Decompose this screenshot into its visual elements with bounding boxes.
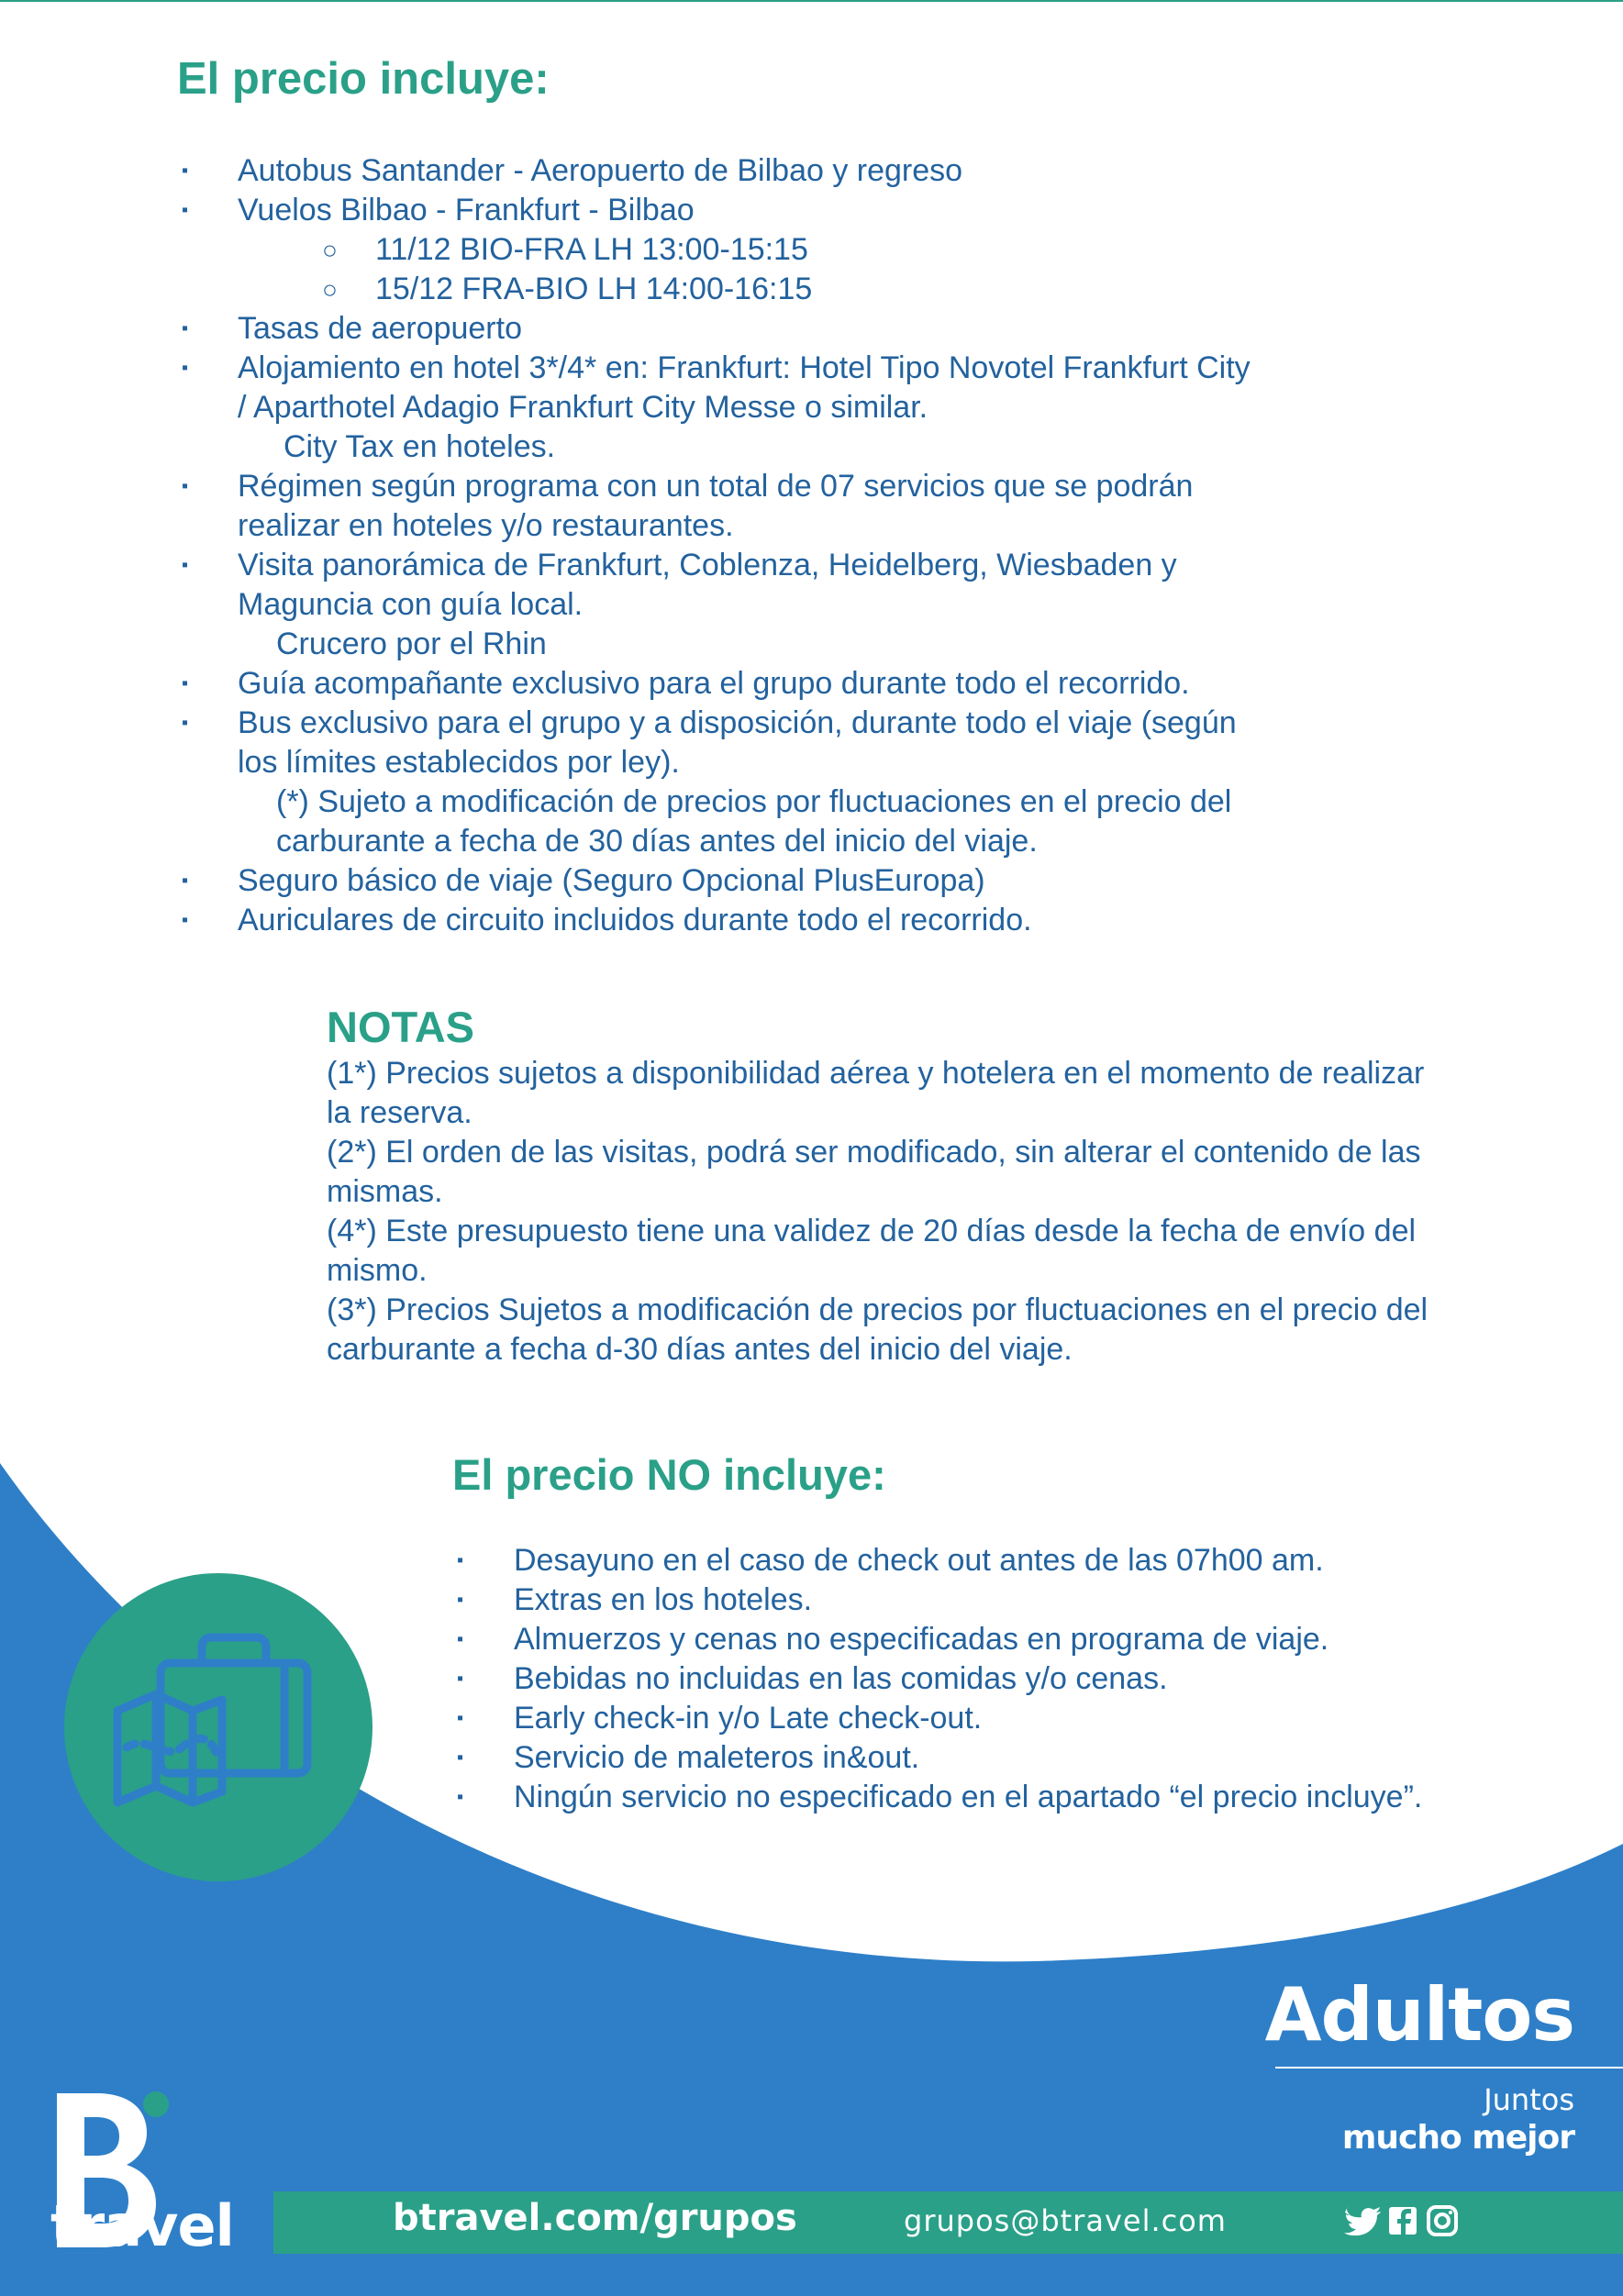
not-included-list (452, 1541, 1553, 1817)
list-item: ▪ Auriculares de circuito incluidos durante todo el recorrido. (182, 903, 1032, 937)
note-line: (1*) Precios sujetos a disponibilidad aérea y hotelera en el momento de realizar (327, 1056, 1425, 1091)
list-item: ▪ Régimen según programa con un total de 07 servicios que se podrán realizar en hoteles y/o restaurantes. (182, 469, 1194, 543)
twitter-icon[interactable] (1344, 2206, 1381, 2235)
list-item: ▪ Visita panorámica de Frankfurt, Coblenza, Heidelberg, Wiesbaden y Maguncia con guía local. Crucero por el Rhin (182, 548, 1177, 661)
notes-title: NOTAS (327, 1003, 475, 1051)
list-item: ▪ Early check-in y/o Late check-out. (457, 1701, 983, 1736)
audience-badge: Adultos (1264, 1972, 1574, 2058)
list-item: ▪ Guía acompañante exclusivo para el grupo durante todo el recorrido. (182, 666, 1190, 701)
list-item: ▪ Autobus Santander - Aeropuerto de Bilbao y regreso (182, 153, 963, 188)
note-line: la reserva. (327, 1095, 472, 1130)
list-item: ▪ Bebidas no incluidas en las comidas y/o cenas. (457, 1661, 1168, 1696)
list-item: ▪ Desayuno en el caso de check out antes de las 07h00 am. (457, 1543, 1324, 1578)
list-item: ▪ Almuerzos y cenas no especificadas en programa de viaje. (457, 1622, 1329, 1657)
included-list (177, 151, 1370, 940)
email-link[interactable]: grupos@btravel.com (904, 2203, 1227, 2238)
suitcase-map-icon (64, 1573, 372, 1881)
instagram-icon[interactable] (1428, 2207, 1456, 2235)
notes-section (327, 1004, 1492, 1370)
tagline-line-1: Juntos (1484, 2082, 1574, 2117)
badge-divider (1275, 2067, 1623, 2069)
list-item: ▪ Tasas de aeropuerto (182, 311, 522, 346)
note-line: carburante a fecha d-30 días antes del inicio del viaje. (327, 1332, 1073, 1367)
list-item: ▪ Ningún servicio no especificado en el apartado “el precio incluye”. (457, 1780, 1423, 1814)
list-item: ▪ Extras en los hoteles. (457, 1582, 813, 1617)
not-included-title: El precio NO incluye: (452, 1450, 886, 1499)
list-item: ▪ Alojamiento en hotel 3*/4* en: Frankfurt: Hotel Tipo Novotel Frankfurt City / Aparthotel Adagio Frankfurt City Messe o similar. City Tax en hoteles. (182, 350, 1251, 464)
tagline-line-2: mucho mejor (1341, 2119, 1574, 2157)
note-line: mismas. (327, 1174, 443, 1209)
list-item: ▪ Servicio de maleteros in&out. (457, 1740, 920, 1775)
flight-sublist (238, 230, 1370, 309)
sub-list-item: ○ 15/12 FRA-BIO LH 14:00-16:15 (322, 272, 813, 306)
list-item: ▪ Vuelos Bilbao - Frankfurt - Bilbao ○ 11/12 BIO-FRA LH 13:00-15:15 ○ 15/12 FRA-BIO LH 14:00-16:15 (177, 191, 1370, 309)
list-item: ▪ Seguro básico de viaje (Seguro Opcional PlusEuropa) (182, 863, 985, 898)
note-line: (4*) Este presupuesto tiene una validez de 20 días desde la fecha de envío del (327, 1214, 1417, 1248)
list-item: ▪ Bus exclusivo para el grupo y a disposición, durante todo el viaje (según los límites establecidos por ley). (*) Sujeto a modificación de precios por fluctuaciones en el precio del carburante a fecha de 30 días antes del inicio del viaje. (182, 705, 1237, 859)
note-line: (3*) Precios Sujetos a modificación de precios por fluctuaciones en el precio del (327, 1292, 1428, 1327)
note-line: mismo. (327, 1253, 428, 1288)
website-link[interactable]: btravel.com/grupos (393, 2197, 797, 2239)
note-line: (2*) El orden de las visitas, podrá ser modificado, sin alterar el contenido de las (327, 1135, 1421, 1170)
social-icons (1343, 2203, 1462, 2240)
included-title: El precio incluye: (177, 54, 550, 104)
sub-list-item: ○ 11/12 BIO-FRA LH 13:00-15:15 (322, 232, 808, 267)
facebook-icon[interactable] (1389, 2207, 1417, 2235)
brand-wordmark: travel (50, 2192, 234, 2259)
